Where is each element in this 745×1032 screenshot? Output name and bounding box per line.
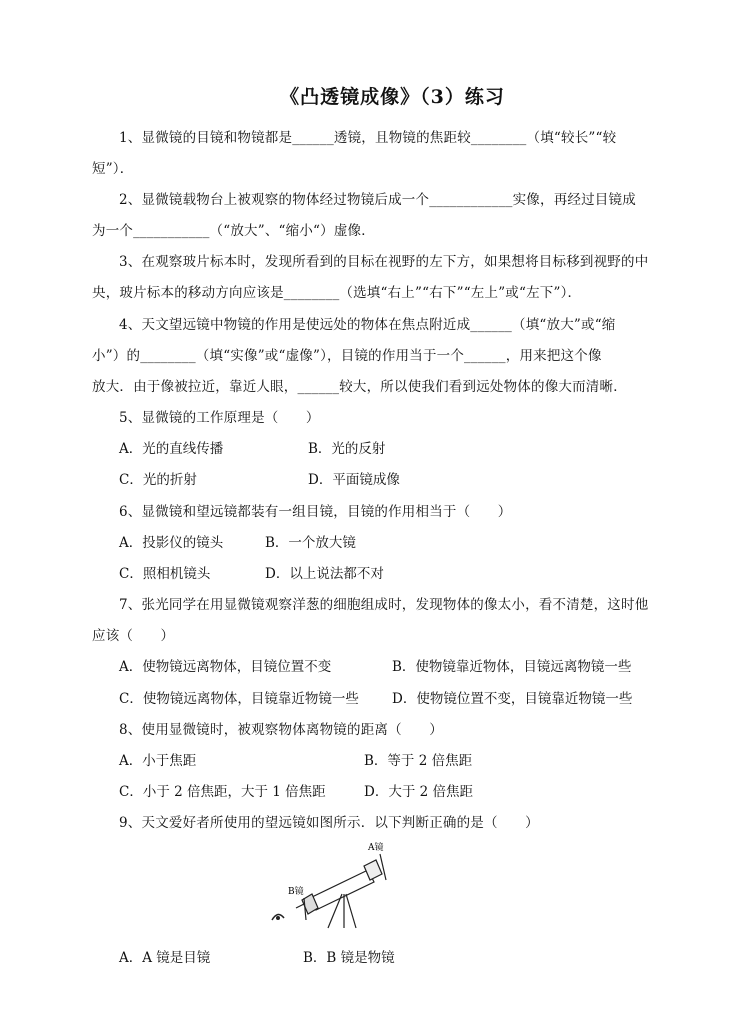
- question-2-line-1: 2、显微镜载物台上被观察的物体经过物镜后成一个____________实像，再经过目镜成: [119, 192, 636, 208]
- question-5-stem: 5、显微镜的工作原理是（ ）: [119, 410, 320, 426]
- question-7-option-d: D．使物镜位置不变，目镜靠近物镜一些: [392, 691, 633, 707]
- question-6-option-a: A．投影仪的镜头: [119, 535, 224, 551]
- tripod-leg-right: [346, 894, 356, 928]
- page-title: 《凸透镜成像》（3）练习: [280, 86, 505, 108]
- figure-label-a: A镜: [368, 843, 384, 853]
- question-2-line-2: 为一个___________（“放大”、“缩小“）虚像．: [92, 223, 375, 239]
- figure-label-b: B镜: [288, 887, 304, 897]
- telescope-figure: [268, 836, 388, 932]
- question-1-line-2: 短”）．: [92, 161, 134, 177]
- lens-a-marker: [380, 854, 386, 880]
- question-7-line-2: 应该（ ）: [92, 628, 175, 644]
- question-7-line-1: 7、张光同学在用显微镜观察洋葱的细胞组成时，发现物体的像太小，看不清楚，这时他: [119, 597, 649, 613]
- question-1-line-1: 1、显微镜的目镜和物镜都是______透镜，且物镜的焦距较________（填“较长”“较: [119, 130, 617, 146]
- question-5-option-d: D．平面镜成像: [308, 472, 400, 488]
- question-5-option-a: A．光的直线传播: [119, 441, 224, 457]
- question-9-option-a: A．A 镜是目镜: [119, 950, 211, 966]
- question-8-option-c: C．小于 2 倍焦距，大于 1 倍焦距: [119, 784, 326, 800]
- question-8-option-a: A．小于焦距: [119, 753, 197, 769]
- question-7-option-a: A．使物镜远离物体，目镜位置不变: [119, 659, 332, 675]
- eyepiece-tip: [296, 904, 304, 908]
- question-6-stem: 6、显微镜和望远镜都装有一组目镜，目镜的作用相当于（ ）: [119, 504, 512, 520]
- question-6-option-d: D．以上说法都不对: [265, 566, 384, 582]
- question-4-line-1: 4、天文望远镜中物镜的作用是使远处的物体在焦点附近成______（填“放大”或“缩: [119, 317, 616, 333]
- question-8-option-d: D．大于 2 倍焦距: [364, 784, 473, 800]
- question-7-option-b: B．使物镜靠近物体，目镜远离物镜一些: [392, 659, 632, 675]
- question-4-line-3: 放大．由于像被拉近，靠近人眼，______较大，所以使我们看到远处物体的像大而清晰．: [92, 379, 627, 395]
- question-8-stem: 8、使用显微镜时，被观察物体离物镜的距离（ ）: [119, 722, 443, 738]
- telescope-tube: [310, 870, 374, 910]
- question-3-line-2: 央，玻片标本的移动方向应该是________（选填“右上”“右下”“左上”或“左下”）．: [92, 285, 582, 301]
- question-8-option-b: B．等于 2 倍焦距: [364, 753, 473, 769]
- question-7-option-c: C．使物镜远离物体，目镜靠近物镜一些: [119, 691, 359, 707]
- question-9-stem: 9、天文爱好者所使用的望远镜如图所示．以下判断正确的是（ ）: [119, 815, 539, 831]
- question-6-option-c: C．照相机镜头: [119, 566, 211, 582]
- question-5-option-c: C．光的折射: [119, 472, 197, 488]
- question-9-option-b: B．B 镜是物镜: [303, 950, 395, 966]
- question-5-option-b: B．光的反射: [308, 441, 386, 457]
- question-4-line-2: 小”）的________（填“实像”或“虚像”），目镜的作用当于一个______，用来把这个像: [92, 348, 602, 364]
- question-6-option-b: B．一个放大镜: [265, 535, 356, 551]
- question-3-line-1: 3、在观察玻片标本时，发现所看到的目标在视野的左下方，如果想将目标移到视野的中: [119, 254, 649, 270]
